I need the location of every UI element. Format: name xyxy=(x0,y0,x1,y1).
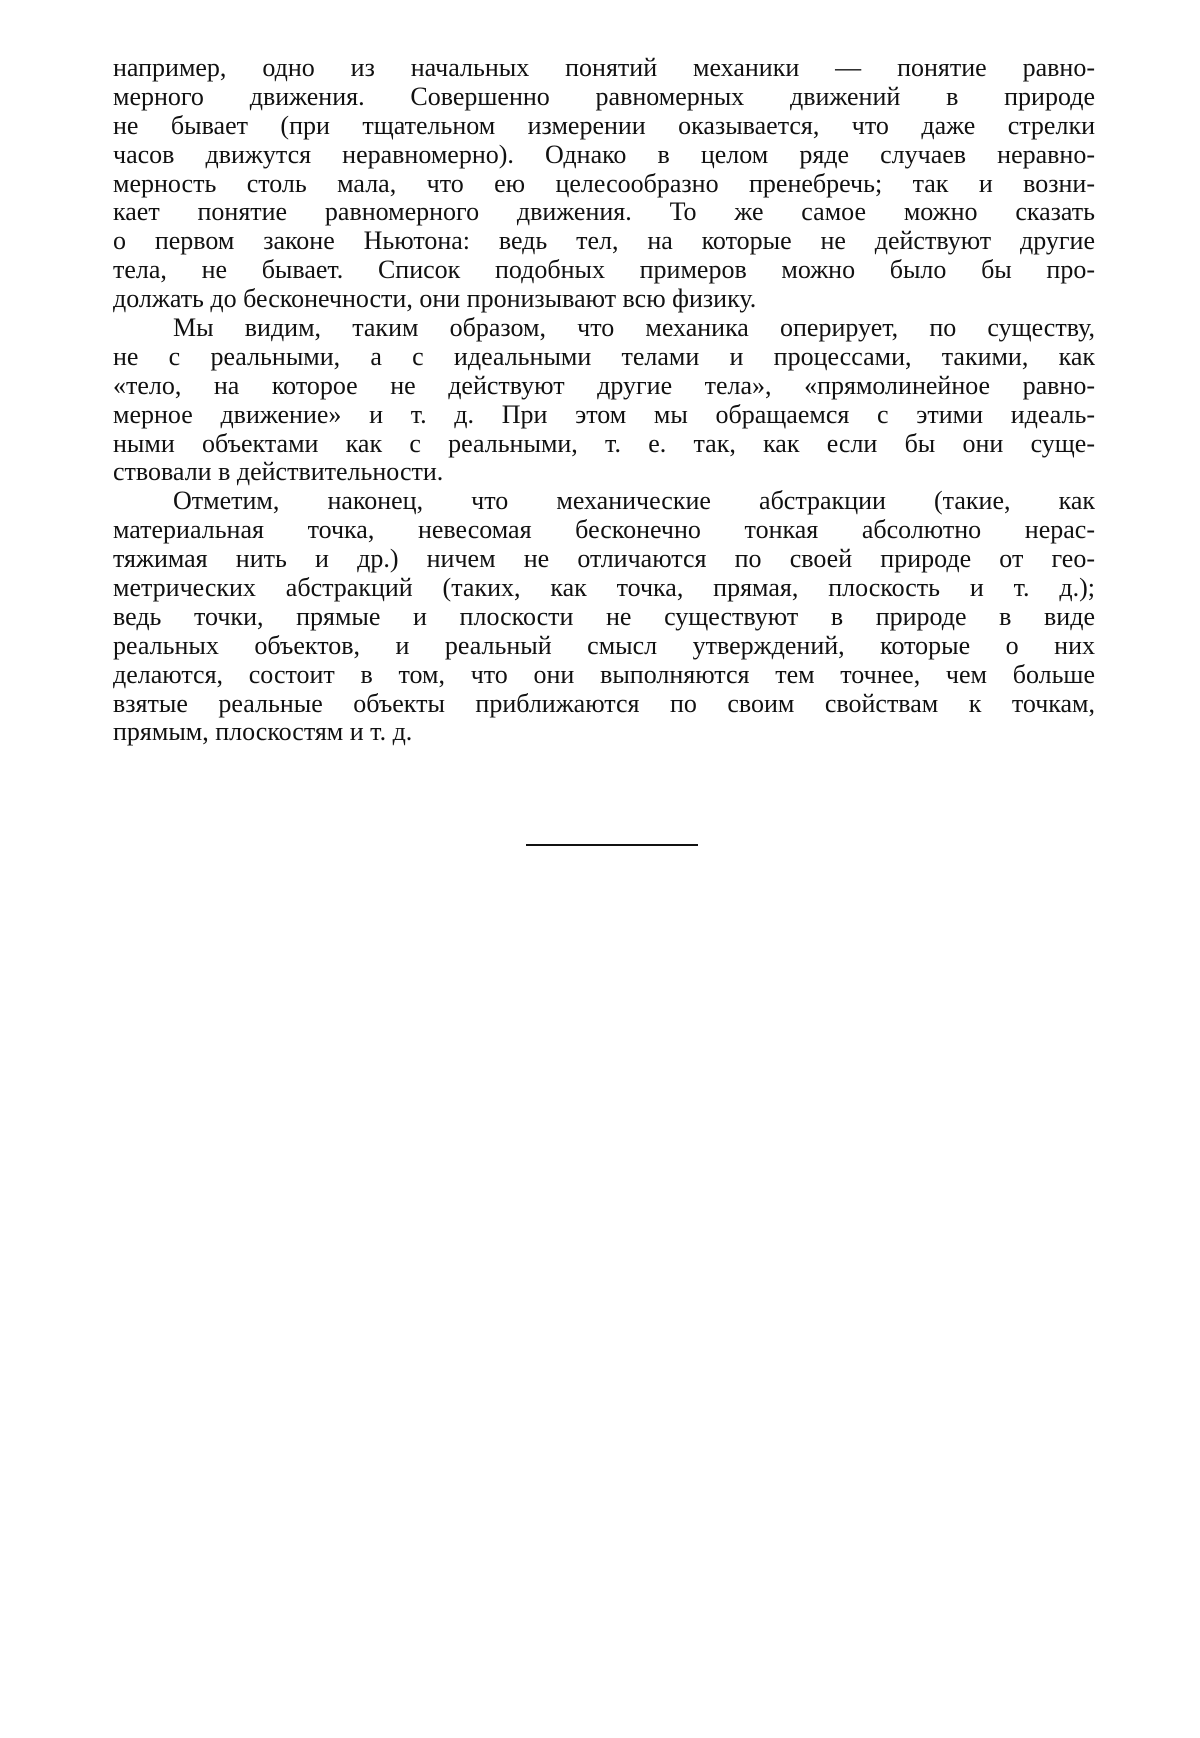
paragraph-3 xyxy=(113,487,1095,747)
text-line: прямым, плоскостям и т. д. xyxy=(113,717,413,747)
text-line: ведь точки, прямые и плоскости не существуют в природе в виде xyxy=(113,601,1095,631)
text-line: мерного движения. Совершенно равномерных движений в природе xyxy=(113,81,1095,111)
section-end-divider xyxy=(526,844,698,846)
text-line: тела, не бывает. Список подобных примеров можно было бы про- xyxy=(113,255,1095,285)
text-line: метрических абстракций (таких, как точка, прямая, плоскость и т. д.); xyxy=(113,573,1095,603)
text-line: ствовали в действительности. xyxy=(113,457,444,487)
text-line: делаются, состоит в том, что они выполняются тем точнее, чем больше xyxy=(113,659,1095,689)
text-line: не с реальными, а с идеальными телами и процессами, такими, как xyxy=(113,341,1095,371)
text-line: Мы видим, таким образом, что механика оперирует, по существу, xyxy=(173,313,1095,343)
text-line: кает понятие равномерного движения. То же самое можно сказать xyxy=(113,197,1095,227)
text-line: часов движутся неравномерно). Однако в целом ряде случаев неравно- xyxy=(113,139,1095,169)
text-line: реальных объектов, и реальный смысл утверждений, которые о них xyxy=(113,630,1095,660)
text-line: не бывает (при тщательном измерении оказывается, что даже стрелки xyxy=(113,110,1095,140)
text-line: должать до бесконечности, они пронизывают всю физику. xyxy=(113,284,757,314)
text-line: «тело, на которое не действуют другие тела», «прямолинейное равно- xyxy=(113,370,1095,400)
paragraph-1 xyxy=(113,54,1095,314)
text-line: мерность столь мала, что ею целесообразно пренебречь; так и возни- xyxy=(113,168,1095,198)
text-line: мерное движение» и т. д. При этом мы обращаемся с этими идеаль- xyxy=(113,399,1095,429)
paragraph-2 xyxy=(113,314,1095,487)
text-line: о первом законе Ньютона: ведь тел, на которые не действуют другие xyxy=(113,226,1095,256)
text-line: тяжимая нить и др.) ничем не отличаются по своей природе от гео- xyxy=(113,544,1095,574)
body-text xyxy=(113,54,1095,747)
text-line: ными объектами как с реальными, т. е. так, как если бы они суще- xyxy=(113,428,1095,458)
text-line: Отметим, наконец, что механические абстракции (такие, как xyxy=(173,486,1095,516)
text-line: материальная точка, невесомая бесконечно тонкая абсолютно нерас- xyxy=(113,515,1095,545)
text-line: взятые реальные объекты приближаются по своим свойствам к точкам, xyxy=(113,688,1095,718)
text-line: например, одно из начальных понятий механики — понятие равно- xyxy=(113,53,1095,82)
